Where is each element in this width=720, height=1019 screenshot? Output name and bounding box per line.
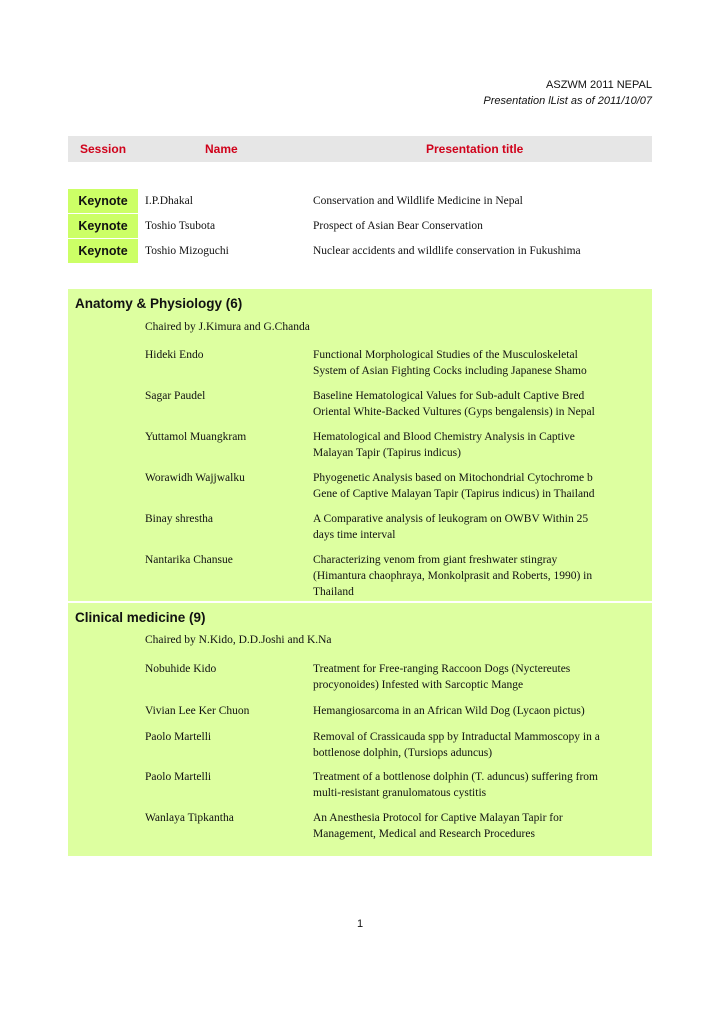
presentation-title: A Comparative analysis of leukogram on OWBV Within 25 days time interval <box>313 513 589 541</box>
section-title: Anatomy & Physiology (6) <box>75 296 243 311</box>
section-title: Clinical medicine (9) <box>75 610 206 625</box>
keynote-speaker: Toshio Tsubota <box>145 220 216 232</box>
keynote-title: Conservation and Wildlife Medicine in Nepal <box>313 195 523 207</box>
presentation-title: Characterizing venom from giant freshwater stingray (Himantura chaophraya, Monkolprasit and Roberts, 1990) in Thailand <box>313 554 593 598</box>
col-name: Name <box>205 142 238 156</box>
presentation-title: Treatment for Free-ranging Raccoon Dogs (Nyctereutes procyonoides) Infested with Sarcoptic Mange <box>313 663 571 691</box>
speaker-name: Worawidh Wajjwalku <box>145 472 245 484</box>
speaker-name: Yuttamol Muangkram <box>145 431 247 443</box>
list-date: Presentation lList as of 2011/10/07 <box>483 95 652 107</box>
keynote-title: Prospect of Asian Bear Conservation <box>313 220 483 232</box>
conference-title: ASZWM 2011 NEPAL <box>546 79 652 91</box>
speaker-name: Nantarika Chansue <box>145 554 233 566</box>
presentation-title: Functional Morphological Studies of the Musculoskeletal System of Asian Fighting Cocks including Japanese Shamo <box>313 349 587 377</box>
keynote-speaker: Toshio Mizoguchi <box>145 245 229 257</box>
speaker-name: Vivian Lee Ker Chuon <box>145 705 250 717</box>
col-title: Presentation title <box>426 142 524 156</box>
column-header-row <box>68 136 652 162</box>
presentation-title: Phyogenetic Analysis based on Mitochondrial Cytochrome b Gene of Captive Malayan Tapir (Tapirus indicus) in Thailand <box>313 472 595 500</box>
presentation-title: Hemangiosarcoma in an African Wild Dog (Lycaon pictus) <box>313 705 585 717</box>
speaker-name: Paolo Martelli <box>145 731 212 743</box>
keynote-badge: Keynote <box>68 239 138 263</box>
speaker-name: Binay shrestha <box>145 513 214 525</box>
col-session: Session <box>80 142 127 156</box>
speaker-name: Hideki Endo <box>145 349 204 361</box>
speaker-name: Wanlaya Tipkantha <box>145 812 234 824</box>
presentation-title: Hematological and Blood Chemistry Analysis in Captive Malayan Tapir (Tapirus indicus) <box>313 431 575 459</box>
section-chair: Chaired by N.Kido, D.D.Joshi and K.Na <box>145 634 332 646</box>
presentation-title: Baseline Hematological Values for Sub-adult Captive Bred Oriental White-Backed Vultures (Gyps bengalensis) in Nepal <box>313 390 595 418</box>
presentation-title: Removal of Crassicauda spp by Intraductal Mammoscopy in a bottlenose dolphin, (Tursiops aduncus) <box>313 731 600 759</box>
keynote-title: Nuclear accidents and wildlife conservation in Fukushima <box>313 245 581 257</box>
presentation-title: Treatment of a bottlenose dolphin (T. aduncus) suffering from multi-resistant granulomatous cystitis <box>313 771 598 799</box>
speaker-name: Paolo Martelli <box>145 771 212 783</box>
keynote-badge: Keynote <box>68 189 138 213</box>
section-chair: Chaired by J.Kimura and G.Chanda <box>145 321 310 333</box>
speaker-name: Sagar Paudel <box>145 390 206 402</box>
keynote-badge: Keynote <box>68 214 138 238</box>
speaker-name: Nobuhide Kido <box>145 663 217 675</box>
presentation-title: An Anesthesia Protocol for Captive Malayan Tapir for Management, Medical and Research Procedures <box>313 812 563 840</box>
keynote-speaker: I.P.Dhakal <box>145 195 193 207</box>
page-number: 1 <box>356 918 364 930</box>
